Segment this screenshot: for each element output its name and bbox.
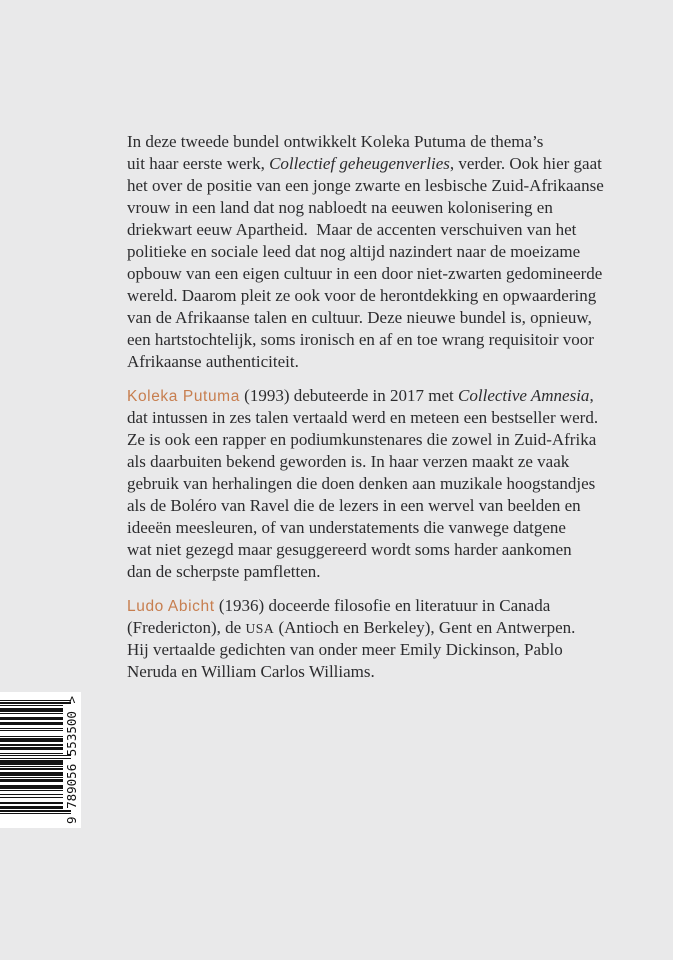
text-line — [127, 175, 604, 197]
barcode-bar — [0, 736, 63, 737]
barcode-bar — [0, 702, 71, 703]
author-name: Ludo Abicht — [127, 598, 215, 615]
text-line — [127, 131, 597, 153]
paragraph — [127, 595, 597, 683]
text-segment: politieke en sociale leed dat nog altijd nazindert naar de moeizame — [127, 242, 581, 261]
text-line — [127, 539, 597, 561]
barcode-bar — [0, 705, 63, 706]
text-segment: (Antioch en Berkeley), Gent en Antwerpen. — [274, 618, 576, 637]
barcode-bar — [0, 785, 63, 789]
barcode-bar — [0, 766, 63, 767]
text-line — [127, 407, 597, 429]
back-cover-text — [127, 131, 604, 695]
barcode-bar — [0, 713, 63, 714]
barcode-bar — [0, 758, 71, 759]
text-segment: Collective Amnesia — [458, 386, 590, 405]
barcode-bar — [0, 813, 71, 814]
text-line — [127, 451, 597, 473]
paragraph — [127, 385, 597, 583]
barcode — [0, 692, 81, 828]
text-line — [127, 595, 597, 617]
text-line — [127, 561, 597, 583]
text-segment: , — [589, 386, 594, 405]
text-segment: Neruda en William Carlos Williams. — [127, 662, 375, 681]
text-line — [127, 661, 597, 683]
barcode-bar — [0, 772, 63, 776]
isbn-number: 9 789056 553500 > — [64, 696, 79, 824]
text-segment: van de Afrikaanse talen en cultuur. Deze nieuwe bundel is, opnieuw, — [127, 308, 592, 327]
text-segment: In deze tweede bundel ontwikkelt Koleka Putuma de thema’s — [127, 132, 544, 151]
text-line — [127, 307, 597, 329]
barcode-bar — [0, 730, 63, 731]
text-segment: Collectief geheugenverlies — [269, 154, 450, 173]
barcode-bar — [0, 700, 71, 701]
barcode-bar — [0, 744, 63, 745]
barcode-bar — [0, 794, 63, 795]
text-line — [127, 495, 597, 517]
text-line — [127, 285, 597, 307]
text-line — [127, 263, 603, 285]
barcode-bar — [0, 790, 63, 791]
text-segment: Ze is ook een rapper en podiumkunstenares die zowel in Zuid-Afrika — [127, 430, 597, 449]
text-segment: (Fredericton), de — [127, 618, 246, 637]
text-segment: , verder. Ook hier gaat — [449, 154, 602, 173]
paragraph — [127, 131, 604, 373]
barcode-bar — [0, 768, 63, 769]
barcode-bar — [0, 722, 63, 726]
text-segment: als de Boléro van Ravel die de lezers in een wervel van beelden en — [127, 496, 581, 515]
barcode-bar — [0, 810, 71, 811]
text-line — [127, 473, 597, 495]
text-line — [127, 429, 597, 451]
text-segment: het over de positie van een jonge zwarte en lesbische Zuid-Afrikaanse — [127, 176, 604, 195]
barcode-bar — [0, 717, 63, 721]
text-segment: dat intussen in zes talen vertaald werd en meteen een bestseller werd. — [127, 408, 599, 427]
text-segment: Afrikaanse authenticiteit. — [127, 352, 299, 371]
text-line — [127, 219, 597, 241]
text-line — [127, 197, 597, 219]
text-line — [127, 351, 597, 373]
text-line — [127, 517, 597, 539]
barcode-bar — [0, 708, 63, 712]
text-line — [127, 639, 597, 661]
author-name: Koleka Putuma — [127, 388, 240, 405]
barcode-bar — [0, 753, 63, 754]
barcode-bar — [0, 777, 63, 778]
text-segment: wat niet gezegd maar gesuggereerd wordt soms harder aankomen — [127, 540, 572, 559]
text-segment: gebruik van herhalingen die doen denken aan muzikale hoogstandjes — [127, 474, 596, 493]
barcode-bar — [0, 802, 63, 804]
barcode-bar — [0, 755, 71, 756]
text-segment: (1993) debuteerde in 2017 met — [239, 386, 459, 405]
text-segment: USA — [245, 621, 275, 636]
text-line — [127, 329, 597, 351]
barcode-bar — [0, 797, 63, 798]
barcode-bar — [0, 738, 63, 742]
barcode-bar — [0, 728, 63, 729]
text-segment: uit haar eerste werk, — [127, 154, 270, 173]
text-line — [127, 385, 597, 407]
text-segment: opbouw van een eigen cultuur in een door niet-zwarten gedomineerde — [127, 264, 603, 283]
text-line — [127, 241, 597, 263]
barcode-bar — [0, 760, 63, 765]
text-line — [127, 153, 602, 175]
barcode-bar — [0, 779, 63, 781]
text-segment: als daarbuiten bekend geworden is. In haar verzen maakt ze vaak — [127, 452, 570, 471]
text-segment: Hij vertaalde gedichten van onder meer Emily Dickinson, Pablo — [127, 640, 563, 659]
text-segment: (1936) doceerde filosofie en literatuur in Canada — [214, 596, 551, 615]
text-segment: een hartstochtelijk, soms ironisch en af en toe wrang requisitoir voor — [127, 330, 594, 349]
text-segment: vrouw in een land dat nog nabloedt na eeuwen kolonisering en — [127, 198, 553, 217]
text-segment: dan de scherpste pamfletten. — [127, 562, 321, 581]
barcode-bar — [0, 747, 63, 751]
text-line — [127, 617, 597, 639]
text-segment: driekwart eeuw Apartheid. Maar de accenten verschuiven van het — [127, 220, 577, 239]
barcode-bar — [0, 806, 63, 810]
text-segment: wereld. Daarom pleit ze ook voor de herontdekking en opwaardering — [127, 286, 597, 305]
text-segment: ideeën meesleuren, of van understatements die vanwege datgene — [127, 518, 566, 537]
